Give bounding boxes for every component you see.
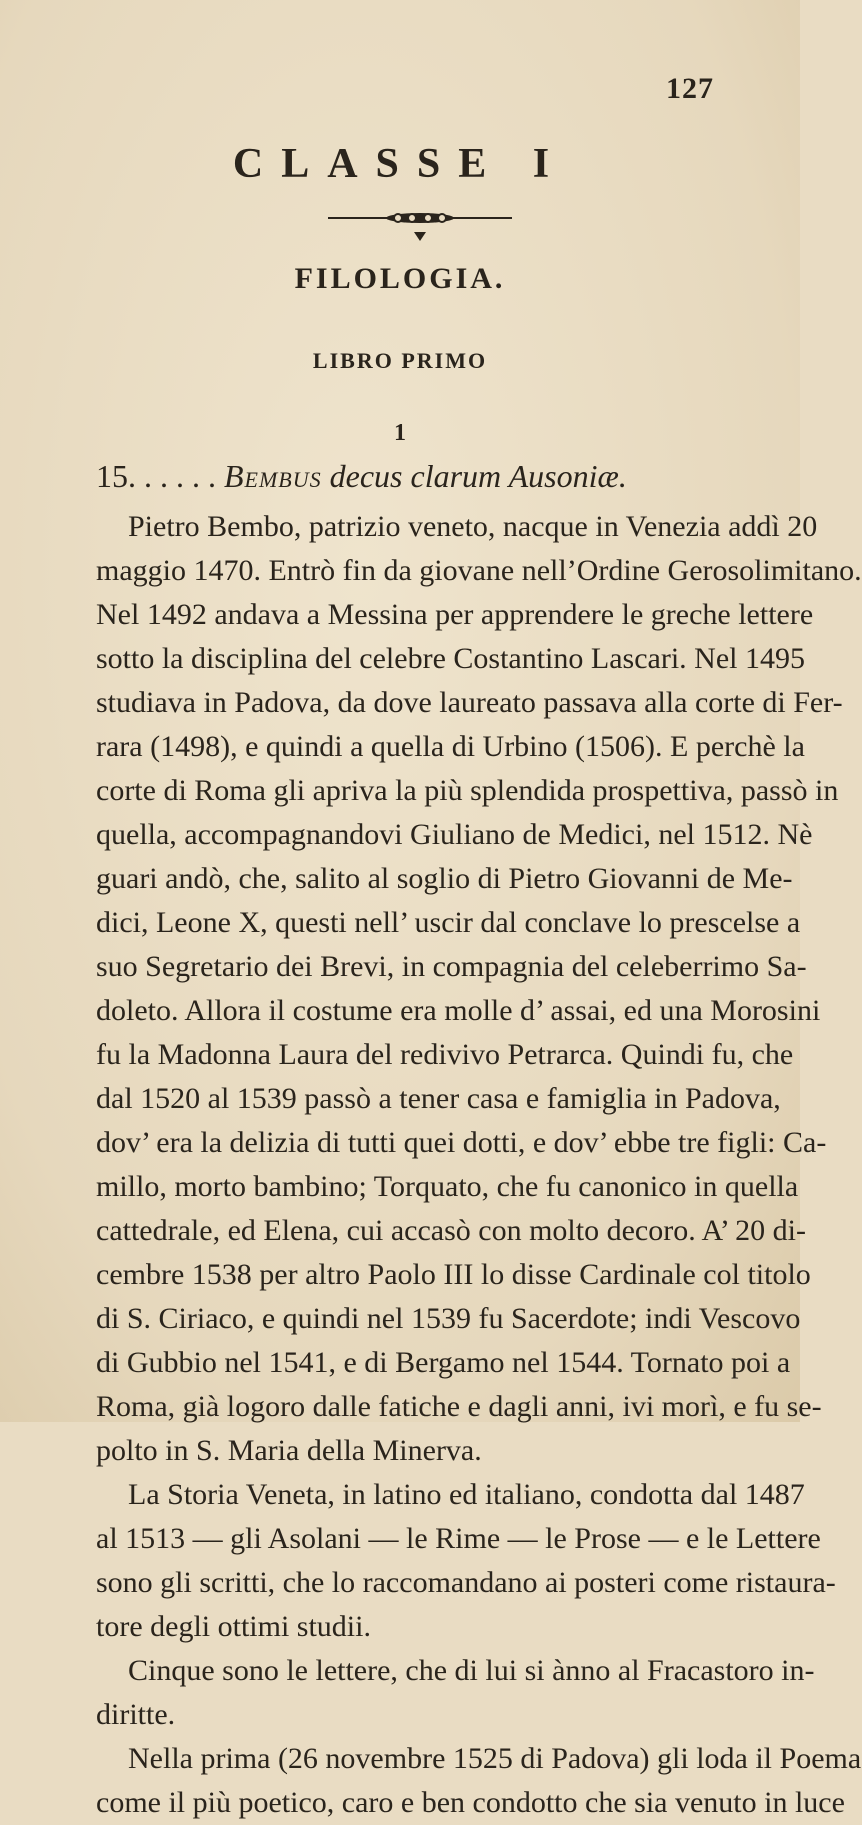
text-line: come il più poetico, caro e ben condotto che sia venuto in luce	[96, 1786, 845, 1819]
text-line: corte di Roma gli apriva la più splendida prospettiva, passò in	[96, 774, 839, 807]
epigraph	[96, 458, 736, 495]
text-line: sono gli scritti, che lo raccomandano ai posteri come ristaura-	[96, 1566, 836, 1599]
text-line: doleto. Allora il costume era molle d’ assai, ed una Morosini	[96, 994, 821, 1027]
section-title: FILOLOGIA.	[294, 262, 506, 295]
page-number: 127	[666, 72, 714, 105]
text-line: Nel 1492 andava a Messina per apprendere le greche lettere	[96, 598, 814, 631]
text-line: millo, morto bambino; Torquato, che fu canonico in quella	[96, 1170, 799, 1203]
text-line: quella, accompagnandovi Giuliano de Medici, nel 1512. Nè	[96, 818, 813, 851]
epigraph-text: decus clarum Ausoniæ.	[329, 458, 627, 494]
text-line: tore degli ottimi studii.	[96, 1610, 371, 1643]
text-line: dal 1520 al 1539 passò a tener casa e famiglia in Padova,	[96, 1082, 781, 1115]
ornament-divider-icon	[320, 208, 520, 248]
text-line: dici, Leone X, questi nell’ uscir dal conclave lo prescelse a	[96, 906, 801, 939]
body-text	[96, 505, 862, 1825]
text-line: guari andò, che, salito al soglio di Pietro Giovanni de Me-	[96, 862, 793, 895]
class-title: CLASSE I	[232, 141, 568, 187]
text-line: La Storia Veneta, in latino ed italiano, condotta dal 1487	[128, 1478, 805, 1511]
text-line: Pietro Bembo, patrizio veneto, nacque in Venezia addì 20	[128, 510, 818, 543]
item-number: 1	[394, 420, 406, 446]
text-line: polto in S. Maria della Minerva.	[96, 1434, 482, 1467]
text-line: rara (1498), e quindi a quella di Urbino (1506). E perchè la	[96, 730, 805, 763]
text-line: maggio 1470. Entrò fin da giovane nell’Ordine Gerosolimitano.	[96, 554, 862, 587]
text-line: cembre 1538 per altro Paolo III lo disse Cardinale col titolo	[96, 1258, 811, 1291]
text-line: dov’ era la delizia di tutti quei dotti, e dov’ ebbe tre figli: Ca-	[96, 1126, 827, 1159]
text-line: fu la Madonna Laura del redivivo Petrarca. Quindi fu, che	[96, 1038, 794, 1071]
text-line: Roma, già logoro dalle fatiche e dagli anni, ivi morì, e fu se-	[96, 1390, 822, 1423]
text-line: suo Segretario dei Brevi, in compagnia del celeberrimo Sa-	[96, 950, 807, 983]
text-line: sotto la disciplina del celebre Costantino Lascari. Nel 1495	[96, 642, 805, 675]
epigraph-name: Bembus	[224, 458, 322, 494]
text-line: di Gubbio nel 1541, e di Bergamo nel 1544. Tornato poi a	[96, 1346, 791, 1379]
text-line: al 1513 — gli Asolani — le Rime — le Prose — e le Lettere	[96, 1522, 821, 1555]
epigraph-number: 15. . . . . .	[96, 458, 216, 494]
text-line: di S. Ciriaco, e quindi nel 1539 fu Sacerdote; indi Vescovo	[96, 1302, 801, 1335]
text-line: Cinque sono le lettere, che di lui si ànno al Fracastoro in-	[128, 1654, 815, 1687]
text-line: studiava in Padova, da dove laureato passava alla corte di Fer-	[96, 686, 843, 719]
text-line: diritte.	[96, 1698, 176, 1731]
book-title: LIBRO PRIMO	[312, 348, 488, 373]
text-line: cattedrale, ed Elena, cui accasò con molto decoro. A’ 20 di-	[96, 1214, 806, 1247]
text-line: Nella prima (26 novembre 1525 di Padova) gli loda il Poema	[128, 1742, 862, 1775]
